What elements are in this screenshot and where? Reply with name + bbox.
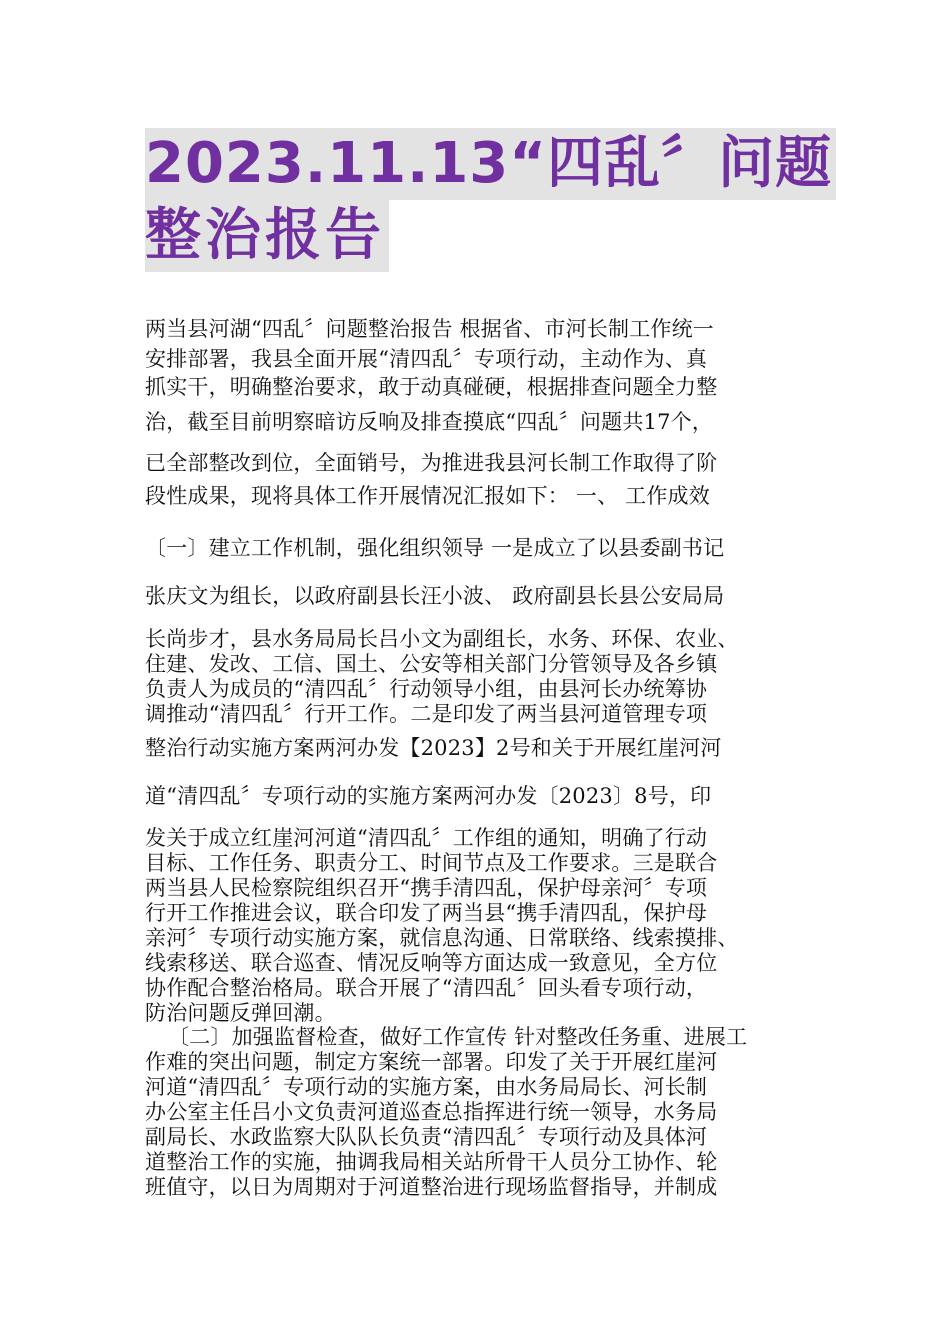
body-line: 河道“清四乱〞专项行动的实施方案，由水务局局长、河长制 (145, 1075, 708, 1099)
body-line: 治，截至目前明察暗访反响及排查摸底“四乱〞问题共17个， (145, 410, 714, 434)
body-line: 住建、发改、工信、国土、公安等相关部门分管领导及各乡镇 (145, 652, 718, 676)
section-heading: 〔一〕建立工作机制，强化组织领导 一是成立了以县委副书记 (145, 536, 725, 560)
body-line: 两当县人民检察院组织召开“携手清四乱，保护母亲河〞专项 (145, 876, 708, 900)
body-line: 已全部整改到位，全面销号，为推进我县河长制工作取得了阶 (145, 451, 718, 475)
body-line: 长尚步才，县水务局局长吕小文为副组长，水务、环保、农业、 (145, 627, 739, 651)
body-line: 抓实干，明确整治要求，敢于动真碰硬，根据排查问题全力整 (145, 375, 718, 399)
body-line: 办公室主任吕小文负责河道巡查总指挥进行统一领导，水务局 (145, 1100, 718, 1124)
body-line: 协作配合整治格局。联合开展了“清四乱〞回头看专项行动， (145, 976, 708, 1000)
body-line: 道“清四乱〞专项行动的实施方案两河办发〔2023〕8号，印 (145, 784, 712, 808)
body-line: 作难的突出问题，制定方案统一部署。印发了关于开展红崖河 (145, 1050, 718, 1074)
body-line: 两当县河湖“四乱〞问题整治报告 根据省、市河长制工作统一 (145, 317, 715, 341)
body-line: 整治行动实施方案两河办发【2023】2号和关于开展红崖河河 (145, 736, 722, 760)
body-line: 张庆文为组长，以政府副县长汪小波、 政府副县长县公安局局 (145, 584, 725, 608)
body-line: 线索移送、联合巡查、情况反响等方面达成一致意见，全方位 (145, 951, 718, 975)
body-line: 行开工作推进会议，联合印发了两当县“携手清四乱，保护母 (145, 901, 708, 925)
body-line: 防治问题反弹回潮。 (145, 1001, 336, 1025)
body-line: 班值守，以日为周期对于河道整治进行现场监督指导，并制成 (145, 1175, 718, 1199)
section-heading: 〔二〕加强监督检查，做好工作宣传 针对整改任务重、进展工 (168, 1025, 748, 1049)
title-line-1: 2023.11.13“四乱〞问题 (145, 128, 836, 200)
body-line: 道整治工作的实施，抽调我局相关站所骨干人员分工协作、轮 (145, 1150, 718, 1174)
body-line: 调推动“清四乱〞行开工作。二是印发了两当县河道管理专项 (145, 702, 708, 726)
body-line: 目标、工作任务、职责分工、时间节点及工作要求。三是联合 (145, 851, 718, 875)
body-line: 副局长、水政监察大队队长负责“清四乱〞专项行动及具体河 (145, 1125, 708, 1149)
title-line-2: 整治报告 (145, 200, 389, 272)
body-line: 亲河〞专项行动实施方案，就信息沟通、日常联络、线索摸排、 (145, 926, 739, 950)
body-line: 段性成果，现将具体工作开展情况汇报如下： 一、 工作成效 (145, 484, 710, 508)
body-line: 负责人为成员的“清四乱〞行动领导小组，由县河长办统筹协 (145, 677, 708, 701)
body-line: 发关于成立红崖河河道“清四乱〞工作组的通知，明确了行动 (145, 826, 708, 850)
body-line: 安排部署，我县全面开展“清四乱〞专项行动，主动作为、真 (145, 347, 708, 371)
document-title (145, 128, 833, 272)
